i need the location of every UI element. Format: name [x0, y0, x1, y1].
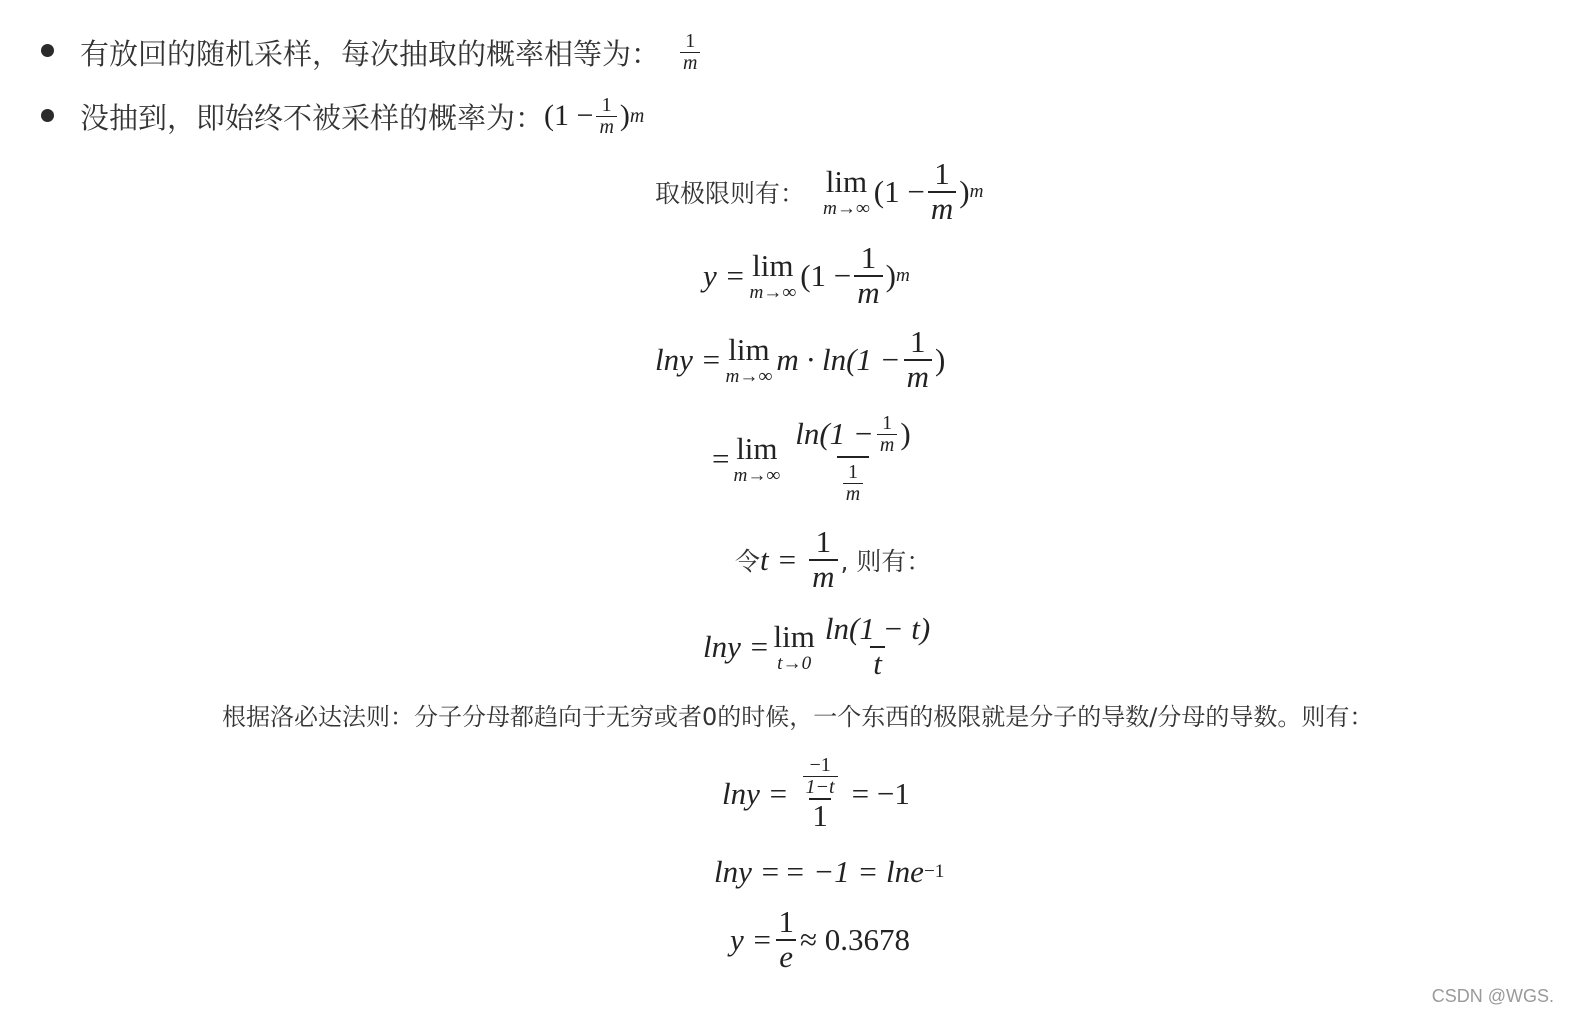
limit-operator: lim m→∞: [823, 163, 870, 219]
lhs-lny: lny =: [655, 342, 722, 377]
eq-lny-limit: [655, 318, 945, 402]
bullet-text-2: 没抽到，即始终不被采样的概率为：: [80, 100, 545, 135]
numerator: ln(1 − $\frac{1}{m}$ ): [795, 412, 911, 456]
label-let: 令: [735, 547, 761, 576]
exponent-minus-one: −1: [923, 861, 945, 882]
limit-operator: lim m→∞: [749, 247, 797, 303]
result-minus-one: = −1: [851, 776, 910, 811]
label-take-limit: 取极限则有：: [655, 179, 806, 208]
equals-sign: =: [712, 441, 730, 476]
bullet-line-1: [80, 24, 703, 80]
eq-y-limit: [703, 234, 910, 318]
exponent-m: m: [969, 181, 984, 202]
expr-1-minus: (1 −: [873, 174, 925, 209]
fraction-minus1-over-1-minus-t: $\frac{-1}{1-t}$: [803, 755, 838, 798]
close-paren: ): [619, 99, 630, 132]
bullet-line-2: [80, 88, 644, 144]
close-paren: ): [959, 174, 970, 209]
derivative-fraction: $\frac{\frac{-1}{1-t}}{1}$: [797, 755, 844, 833]
close-paren: ): [934, 342, 946, 377]
fraction-1-over-e: $\frac{1}{e}$: [775, 906, 797, 973]
close-paren: ): [885, 258, 896, 293]
fraction-ln-over-t: $\frac{\ln(1 - t)}{t}$: [824, 611, 931, 681]
eq-lny-t: [703, 604, 936, 690]
bullet-dot-1: [41, 44, 54, 57]
equals-sign: =: [778, 542, 797, 577]
denominator: [837, 456, 869, 505]
limit-operator: lim m→∞: [725, 331, 773, 387]
var-t: t: [760, 542, 769, 577]
eq-y-result: [730, 898, 910, 982]
bullet-dot-2: [41, 109, 54, 122]
eq-limit-fraction: [712, 404, 917, 514]
watermark: CSDN @WGS.: [1431, 986, 1554, 1006]
eq-take-limit: [655, 150, 983, 234]
fraction-1-over-m: $\frac{1}{m}$: [877, 413, 897, 456]
approx-value: ≈ 0.3678: [799, 922, 910, 957]
lhs-lny: lny =: [703, 629, 770, 664]
expr-1-minus: (1 −: [544, 99, 594, 132]
fraction-1-over-m: $\frac{1}{m}$: [928, 158, 956, 225]
fraction-1-over-m: $\frac{1}{m}$: [809, 526, 837, 593]
big-fraction: [792, 413, 913, 505]
fraction-1-over-m: $\frac{1}{m}$: [843, 462, 863, 505]
lhs-lny: lny =: [722, 776, 789, 811]
lhs-y: y =: [730, 922, 773, 957]
eq-lny-derivative: [722, 744, 910, 844]
fraction-1-over-m: $\frac{1}{m}$: [680, 31, 700, 74]
eq-lne: [714, 846, 944, 898]
lhs-lny: lny =: [714, 854, 781, 889]
lhs-y: y =: [703, 258, 746, 293]
fraction-1-over-m: $\frac{1}{m}$: [854, 242, 882, 309]
expr-lne: = −1 = lne: [784, 854, 924, 889]
fraction-1-over-m: $\frac{1}{m}$: [904, 326, 932, 393]
limit-operator: lim t→0: [773, 618, 815, 674]
bullet-text-1: 有放回的随机采样，每次抽取的概率相等为：: [80, 36, 661, 71]
expr-1-minus: (1 −: [800, 258, 852, 293]
exponent-m: m: [629, 104, 645, 127]
lhopital-text: 根据洛必达法则：分子分母都趋向于无穷或者0的时候，一个东西的极限就是分子的导数/分母的导数。则有：: [222, 703, 1374, 731]
exponent-m: m: [895, 265, 910, 286]
fraction-1-over-m: $\frac{1}{m}$: [596, 95, 616, 138]
eq-let-t: [735, 518, 931, 602]
label-then-have: , 则有：: [840, 547, 932, 576]
limit-operator: lim m→∞: [733, 430, 781, 486]
numerator: [797, 755, 844, 798]
expr-m-dot-ln: m · ln(1 −: [776, 342, 901, 377]
